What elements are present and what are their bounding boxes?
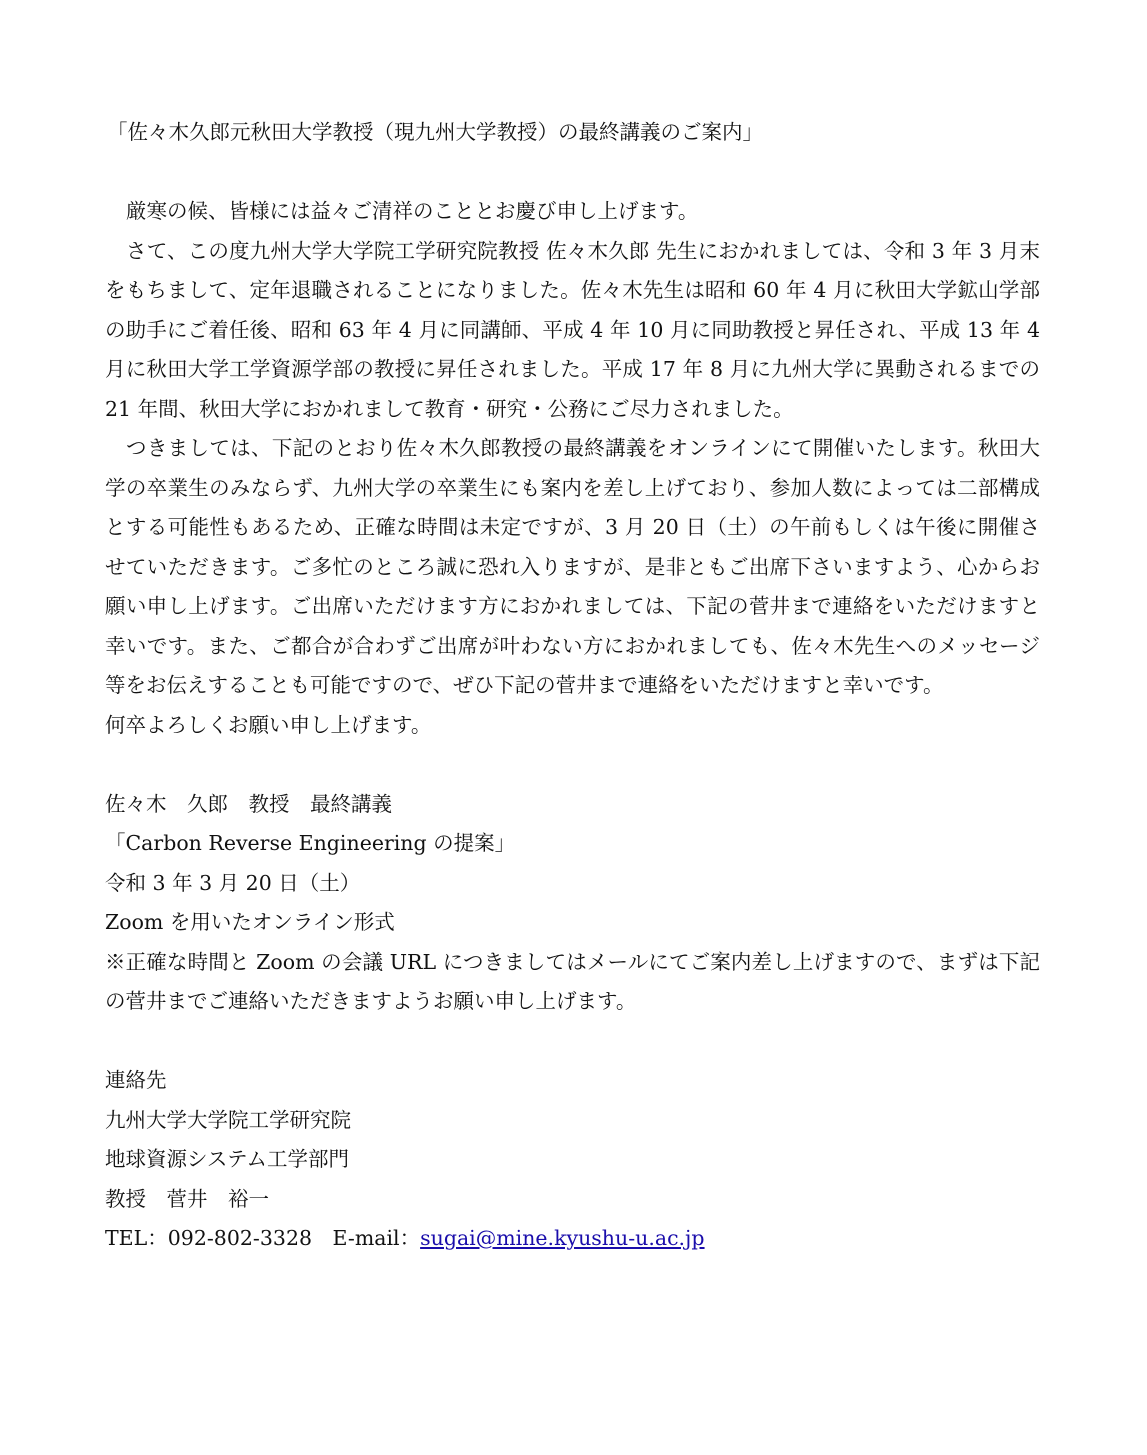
lecture-format: Zoom を用いたオンライン形式	[105, 910, 395, 934]
contact-line	[105, 1219, 1040, 1259]
contact-department: 地球資源システム工学部門	[105, 1147, 349, 1171]
contact-person: 教授 菅井 裕一	[105, 1186, 269, 1211]
document-title: 「佐々木久郎元秋田大学教授（現九州大学教授）の最終講義のご案内」	[107, 120, 763, 144]
document-body	[105, 113, 1040, 1259]
invitation-paragraph: つきましては、下記のとおり佐々木久郎教授の最終講義をオンラインにて開催いたします。秋田大学の卒業生のみならず、九州大学の卒業生にも案内を差し上げており、参加人数によっては二部構成とする可能性もあるため、正確な時間は未定ですが、3 月 20 日（土）の午前もしくは午後に開催させていただきます。ご多忙のところ誠に恐れ入りますが、是非ともご出席下さいますよう、心からお願い申し上げます。ご出席いただけます方におかれましては、下記の菅井まで連絡をいただけますと幸いです。また、ご都合が合わずご出席が叶わない方におかれましても、佐々木先生へのメッセージ等をお伝えすることも可能ですので、ぜひ下記の菅井まで連絡をいただけますと幸いです。	[105, 436, 1040, 697]
contact-heading: 連絡先	[105, 1068, 167, 1092]
blank-line	[105, 745, 1040, 785]
contact-separator	[312, 1226, 333, 1250]
contact-institution: 九州大学大学院工学研究院	[105, 1107, 351, 1132]
email-link[interactable]: sugai@mine.kyushu-u.ac.jp	[420, 1226, 705, 1250]
blank-line	[105, 153, 1040, 193]
lecture-heading: 佐々木 久郎 教授 最終講義	[105, 791, 392, 816]
lecture-date: 令和 3 年 3 月 20 日（土）	[105, 870, 361, 895]
contact-tel: TEL：092-802-3328	[105, 1226, 313, 1250]
greeting-paragraph: 厳寒の候、皆様には益々ご清祥のこととお慶び申し上げます。	[126, 199, 699, 223]
lecture-title: 「Carbon Reverse Engineering の提案」	[105, 831, 516, 855]
blank-line	[105, 1022, 1040, 1062]
retirement-paragraph: さて、この度九州大学大学院工学研究院教授 佐々木久郎 先生におかれましては、令和 3 年 3 月末をもちまして、定年退職されることになりました。佐々木先生は昭和 60 年 4 月に秋田大学鉱山学部の助手にご着任後、昭和 63 年 4 月に同講師、平成 4 年 10 月に同助教授と昇任され、平成 13 年 4 月に秋田大学工学資源学部の教授に昇任されました。平成 17 年 8 月に九州大学に異動されるまでの 21 年間、秋田大学におかれまして教育・研究・公務にご尽力されました。	[105, 238, 1040, 421]
closing-paragraph: 何卒よろしくお願い申し上げます。	[105, 712, 432, 737]
lecture-note: ※正確な時間と Zoom の会議 URL につきましてはメールにてご案内差し上げますので、まずは下記の菅井までご連絡いただきますようお願い申し上げます。	[105, 949, 1040, 1013]
contact-email-label: E-mail：	[332, 1226, 421, 1250]
